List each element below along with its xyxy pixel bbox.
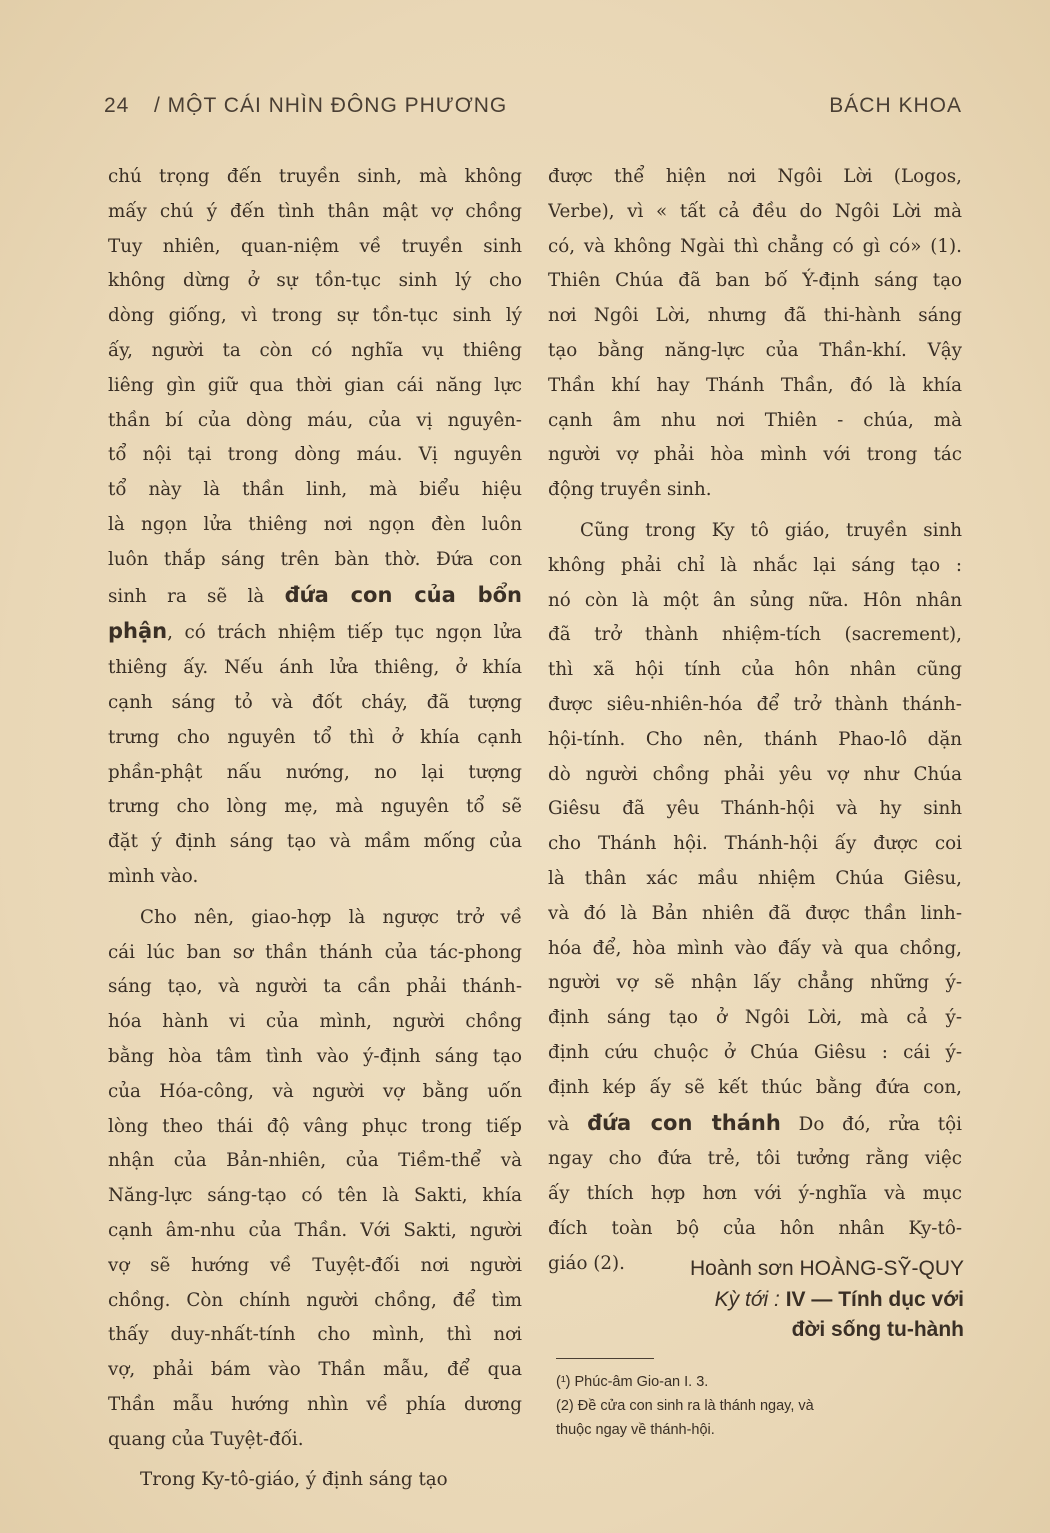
text-line: người vợ sẽ nhận lấy chẳng những ý- xyxy=(548,972,962,994)
text-line: hóa hành vi của mình, người chồng xyxy=(108,1011,522,1033)
text-line: được siêu-nhiên-hóa để trở thành thánh- xyxy=(548,693,962,715)
text-line: vợ sẽ hướng về Tuyệt-đối nơi người xyxy=(108,1254,522,1276)
text-line: Giêsu đã yêu Thánh-hội và hy sinh xyxy=(548,798,962,820)
text-line: trưng cho nguyên tổ thì ở khía cạnh xyxy=(108,726,522,748)
running-title: / MỘT CÁI NHÌN ĐÔNG PHƯƠNG xyxy=(154,94,508,117)
text-line: định sáng tạo ở Ngôi Lời, mà cả ý- xyxy=(548,1007,962,1029)
text-line: là thân xác mầu nhiệm Chúa Giêsu, xyxy=(548,867,962,889)
text-line: cạnh âm nhu nơi Thiên - chúa, mà xyxy=(548,409,962,431)
text-line: hóa để, hòa mình vào đấy và qua chồng, xyxy=(548,937,962,959)
text-line: không dừng ở sự tồn-tục sinh lý cho xyxy=(108,270,522,292)
text-line: Trong Ky-tô-giáo, ý định sáng tạo xyxy=(140,1469,448,1491)
text-line: động truyền sinh. xyxy=(548,479,712,501)
left-text-column xyxy=(108,160,522,1498)
magazine-name: BÁCH KHOA xyxy=(829,94,962,117)
text-line: dò người chồng phải yêu vợ như Chúa xyxy=(548,763,962,785)
text-line: thì xã hội tính của hôn nhân cũng xyxy=(548,659,962,681)
article-signature xyxy=(548,1253,964,1345)
text-line: lòng theo thái độ vâng phục trong tiếp xyxy=(108,1115,522,1137)
text-line: định kép ấy sẽ kết thúc bằng đứa con, xyxy=(548,1076,962,1098)
text-line: sinh ra sẽ là đứa con của bổn xyxy=(108,582,522,607)
text-line: có, và không Ngài thì chẳng có gì có» (1). xyxy=(548,235,962,257)
text-line: Cũng trong Ky tô giáo, truyền sinh xyxy=(580,519,962,541)
text-line: đặt ý định sáng tạo và mầm mống của xyxy=(108,831,522,853)
text-line: phận, có trách nhiệm tiếp tục ngọn lửa xyxy=(108,619,522,644)
footnote-line: thuộc ngay về thánh-hội. xyxy=(556,1422,715,1438)
text-line: quang của Tuyệt-đối. xyxy=(108,1428,304,1450)
text-line: tổ này là thần linh, mà biểu hiệu xyxy=(108,479,522,501)
text-line: Thần khí hay Thánh Thần, đó là khía xyxy=(548,374,962,396)
footnote-line: (2) Đề cửa con sinh ra là thánh ngay, và xyxy=(556,1398,814,1414)
next-issue-line-1 xyxy=(548,1285,964,1315)
text-line: thiêng ấy. Nếu ánh lửa thiêng, ở khía xyxy=(108,657,522,679)
text-line: được thể hiện nơi Ngôi Lời (Logos, xyxy=(548,166,962,187)
text-line: thần bí của dòng máu, của vị nguyên- xyxy=(108,409,522,431)
text-line: mình vào. xyxy=(108,865,199,887)
text-line: hội-tính. Cho nên, thánh Phao-lô dặn xyxy=(548,728,962,750)
next-issue-title-2: đời sống tu-hành xyxy=(791,1318,964,1341)
text-line: của Hóa-công, và người vợ bằng uốn xyxy=(108,1080,522,1102)
text-line: người vợ phải hòa mình với trong tác xyxy=(548,444,962,466)
author-name: Hoành sơn HOÀNG-SỸ-QUY xyxy=(689,1257,964,1280)
text-line: nhận của Bản-nhiên, của Tiềm-thể và xyxy=(108,1150,522,1172)
text-line: chú trọng đến truyền sinh, mà không xyxy=(108,166,522,187)
text-line: cái lúc ban sơ thần thánh của tác-phong xyxy=(108,941,522,963)
text-line: tổ nội tại trong dòng máu. Vị nguyên xyxy=(108,444,522,466)
text-line: nó còn là một ân sủng nữa. Hôn nhân xyxy=(548,589,962,611)
text-line: trưng cho lòng mẹ, mà nguyên tổ sẽ xyxy=(108,796,522,818)
text-line: không phải chỉ là nhắc lại sáng tạo : xyxy=(548,554,962,576)
text-line: cạnh sáng tỏ và đốt cháy, đã tượng xyxy=(108,691,522,713)
text-line: nơi Ngôi Lời, nhưng đã thi-hành sáng xyxy=(548,305,962,327)
text-line: Thiên Chúa đã ban bố Ý-định sáng tạo xyxy=(548,270,962,292)
next-issue-title-1: IV — Tính dục với xyxy=(785,1288,964,1311)
footnote-line: (¹) Phúc-âm Gio-an I. 3. xyxy=(556,1374,709,1390)
footnote-rule xyxy=(556,1358,654,1359)
text-line: đã trở thành nhiệm-tích (sacrement), xyxy=(548,624,962,646)
text-line: Năng-lực sáng-tạo có tên là Sakti, khía xyxy=(108,1185,522,1207)
footnotes xyxy=(556,1370,966,1442)
text-line: sáng tạo, và người ta cần phải thánh- xyxy=(108,976,522,998)
text-line: là ngọn lửa thiêng nơi ngọn đèn luôn xyxy=(108,513,522,535)
text-line: cho Thánh hội. Thánh-hội ấy được coi xyxy=(548,833,962,855)
text-line: Cho nên, giao-hợp là ngược trở về xyxy=(140,906,522,928)
text-line: ngay cho đứa trẻ, tôi tưởng rằng việc xyxy=(548,1148,962,1170)
text-line: Verbe), vì « tất cả đều do Ngôi Lời mà xyxy=(548,200,962,222)
page-number: 24 xyxy=(104,94,130,117)
text-line: luôn thắp sáng trên bàn thờ. Đứa con xyxy=(108,548,522,570)
text-line: Thần mẫu hướng nhìn về phía dương xyxy=(108,1393,522,1415)
text-line: ấy thích hợp hơn với ý-nghĩa và mục xyxy=(548,1183,962,1205)
text-line: và đứa con thánh Do đó, rửa tội xyxy=(548,1110,962,1135)
text-line: mấy chú ý đến tình thân mật vợ chồng xyxy=(108,200,522,222)
text-line: dòng giống, vì trong sự tồn-tục sinh lý xyxy=(108,305,522,327)
text-line: phần-phật nấu nướng, no lại tượng xyxy=(108,761,522,783)
text-line: tạo bằng năng-lực của Thần-khí. Vậy xyxy=(548,339,962,361)
text-line: bằng hòa tâm tình vào ý-định sáng tạo xyxy=(108,1045,522,1067)
text-line: cạnh âm-nhu của Thần. Với Sakti, người xyxy=(108,1219,522,1241)
text-line: chồng. Còn chính người chồng, để tìm xyxy=(108,1289,522,1311)
text-line: thấy duy-nhất-tính cho mình, thì nơi xyxy=(108,1324,522,1346)
text-line: định cứu chuộc ở Chúa Giêsu : cái ý- xyxy=(548,1041,962,1063)
next-issue-label: Kỳ tới : xyxy=(714,1288,780,1311)
text-line: ấy, người ta còn có nghĩa vụ thiêng xyxy=(108,339,522,361)
page-header xyxy=(104,94,962,126)
text-line: và đó là Bản nhiên đã được thần linh- xyxy=(548,902,962,924)
text-line: Tuy nhiên, quan-niệm về truyền sinh xyxy=(108,235,522,257)
text-line: liêng gìn giữ qua thời gian cái năng lực xyxy=(108,374,522,396)
text-line: giáo (2). xyxy=(548,1252,625,1274)
right-text-column xyxy=(548,160,962,1282)
text-line: vợ, phải bám vào Thần mẫu, để qua xyxy=(108,1359,522,1381)
text-line: đích toàn bộ của hôn nhân Ky-tô- xyxy=(548,1217,962,1239)
